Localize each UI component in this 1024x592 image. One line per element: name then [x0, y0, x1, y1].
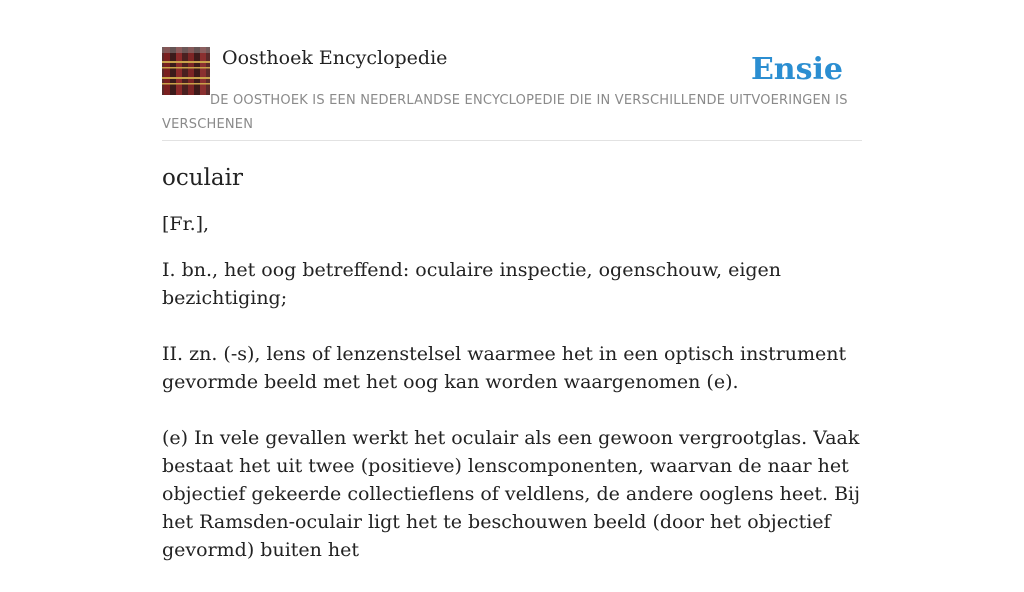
site-title[interactable]: Oosthoek Encyclopedie: [222, 47, 448, 69]
site-tagline: DE OOSTHOEK IS EEN NEDERLANDSE ENCYCLOPEDIE DIE IN VERSCHILLENDE UITVOERINGEN IS VERSCHENEN: [162, 93, 848, 132]
definition-paragraph: I. bn., het oog betreffend: oculaire inspectie, ogenschouw, eigen bezichtiging;: [162, 259, 782, 309]
entry-definition: [162, 256, 872, 564]
book-spines-icon[interactable]: [162, 47, 210, 95]
entry-content: [162, 160, 872, 592]
brand-logo[interactable]: Ensie: [750, 52, 843, 87]
site-header: [162, 46, 862, 141]
definition-paragraph: II. zn. (-s), lens of lenzenstelsel waarmee het in een optisch instrument gevormde beeld met het oog kan worden waargenomen (e).: [162, 343, 847, 393]
entry-etymology: [Fr.],: [162, 213, 210, 235]
definition-paragraph: (e) In vele gevallen werkt het oculair als een gewoon vergrootglas. Vaak bestaat het uit twee (positieve) lenscomponenten, waarvan de naar het objectief gekeerde collectieflens of veldlens, de andere ooglens heet. Bij het Ramsden-oculair ligt het te beschouwen beeld (door het objectief gevormd) buiten het: [162, 427, 861, 561]
entry-headword: oculair: [162, 165, 243, 191]
